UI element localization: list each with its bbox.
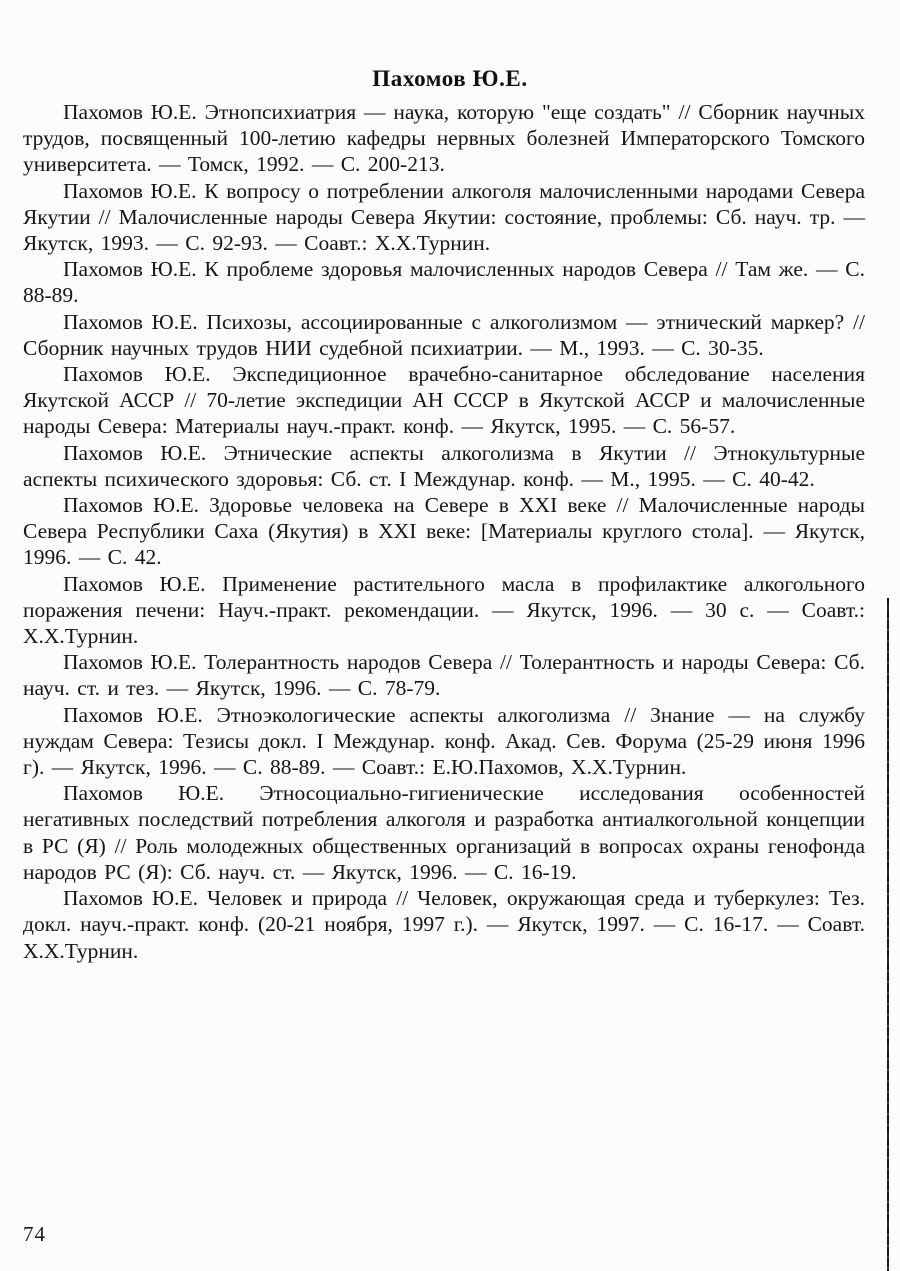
bibliography-entry: Пахомов Ю.Е. К проблеме здоровья малочисленных народов Севера // Там же. — С. 88-89. xyxy=(23,257,865,308)
bibliography-entry: Пахомов Ю.Е. К вопросу о потреблении алкоголя малочисленными народами Севера Якутии // Малочисленные народы Севера Якутии: состояние, проблемы: Сб. науч. тр. — Якутск, 1993. — С. 92-93. — Соавт.: Х.Х.Турнин. xyxy=(23,178,865,256)
bibliography-entry: Пахомов Ю.Е. Применение растительного масла в профилактике алкогольного поражения печени: Науч.-практ. рекомендации. — Якутск, 1996. — 30 с. — Соавт.: Х.Х.Турнин. xyxy=(23,571,865,649)
bibliography-entry: Пахомов Ю.Е. Психозы, ассоциированные с алкоголизмом — этнический маркер? // Сборник научных трудов НИИ судебной психиатрии. — М., 1993. — С. 30-35. xyxy=(23,309,865,360)
bibliography-entry: Пахомов Ю.Е. Здоровье человека на Севере в XXI веке // Малочисленные народы Севера Республики Саха (Якутия) в XXI веке: [Материалы круглого стола]. — Якутск, 1996. — С. 42. xyxy=(23,493,865,570)
page-title: Пахомов Ю.Е. xyxy=(372,66,528,91)
bibliography-entry: Пахомов Ю.Е. Этносоциально-гигиенические исследования особенностей негативных последствий потребления алкоголя и разработка антиалкогольной концепции в РС (Я) // Роль молодежных общественных организаций в вопросах охраны генофонда народов РС (Я): Сб. науч. ст. — Якутск, 1996. — С. 16-19. xyxy=(23,781,865,884)
bibliography-entry: Пахомов Ю.Е. Человек и природа // Человек, окружающая среда и туберкулез: Тез. докл. науч.-практ. конф. (20-21 ноября, 1997 г.). — Якутск, 1997. — С. 16-17. — Соавт. Х.Х.Турнин. xyxy=(23,886,865,963)
page-number: 74 xyxy=(23,1222,46,1246)
bibliography-entry: Пахомов Ю.Е. Толерантность народов Севера // Толерантность и народы Севера: Сб. науч. ст. и тез. — Якутск, 1996. — С. 78-79. xyxy=(23,650,865,701)
bibliography-entry: Пахомов Ю.Е. Экспедиционное врачебно-санитарное обследование населения Якутской АССР // 70-летие экспедиции АН СССР в Якутской АССР и малочисленные народы Севера: Материалы науч.-практ. конф. — Якутск, 1995. — С. 56-57. xyxy=(23,362,865,439)
bibliography-list xyxy=(23,99,865,964)
bibliography-entry: Пахомов Ю.Е. Этнические аспекты алкоголизма в Якутии // Этнокультурные аспекты психического здоровья: Сб. ст. I Междунар. конф. — М., 1995. — С. 40-42. xyxy=(23,440,865,491)
bibliography-entry: Пахомов Ю.Е. Этнопсихиатрия — наука, которую "еще создать" // Сборник научных трудов, посвященный 100-летию кафедры нервных болезней Императорского Томского университета. — Томск, 1992. — С. 200-213. xyxy=(23,100,865,177)
scan-edge-artifact xyxy=(887,598,889,1271)
bibliography-entry: Пахомов Ю.Е. Этноэкологические аспекты алкоголизма // Знание — на службу нуждам Севера: Тезисы докл. I Междунар. конф. Акад. Сев. Форума (25-29 июня 1996 г). — Якутск, 1996. — С. 88-89. — Соавт.: Е.Ю.Пахомов, Х.Х.Турнин. xyxy=(23,702,865,780)
